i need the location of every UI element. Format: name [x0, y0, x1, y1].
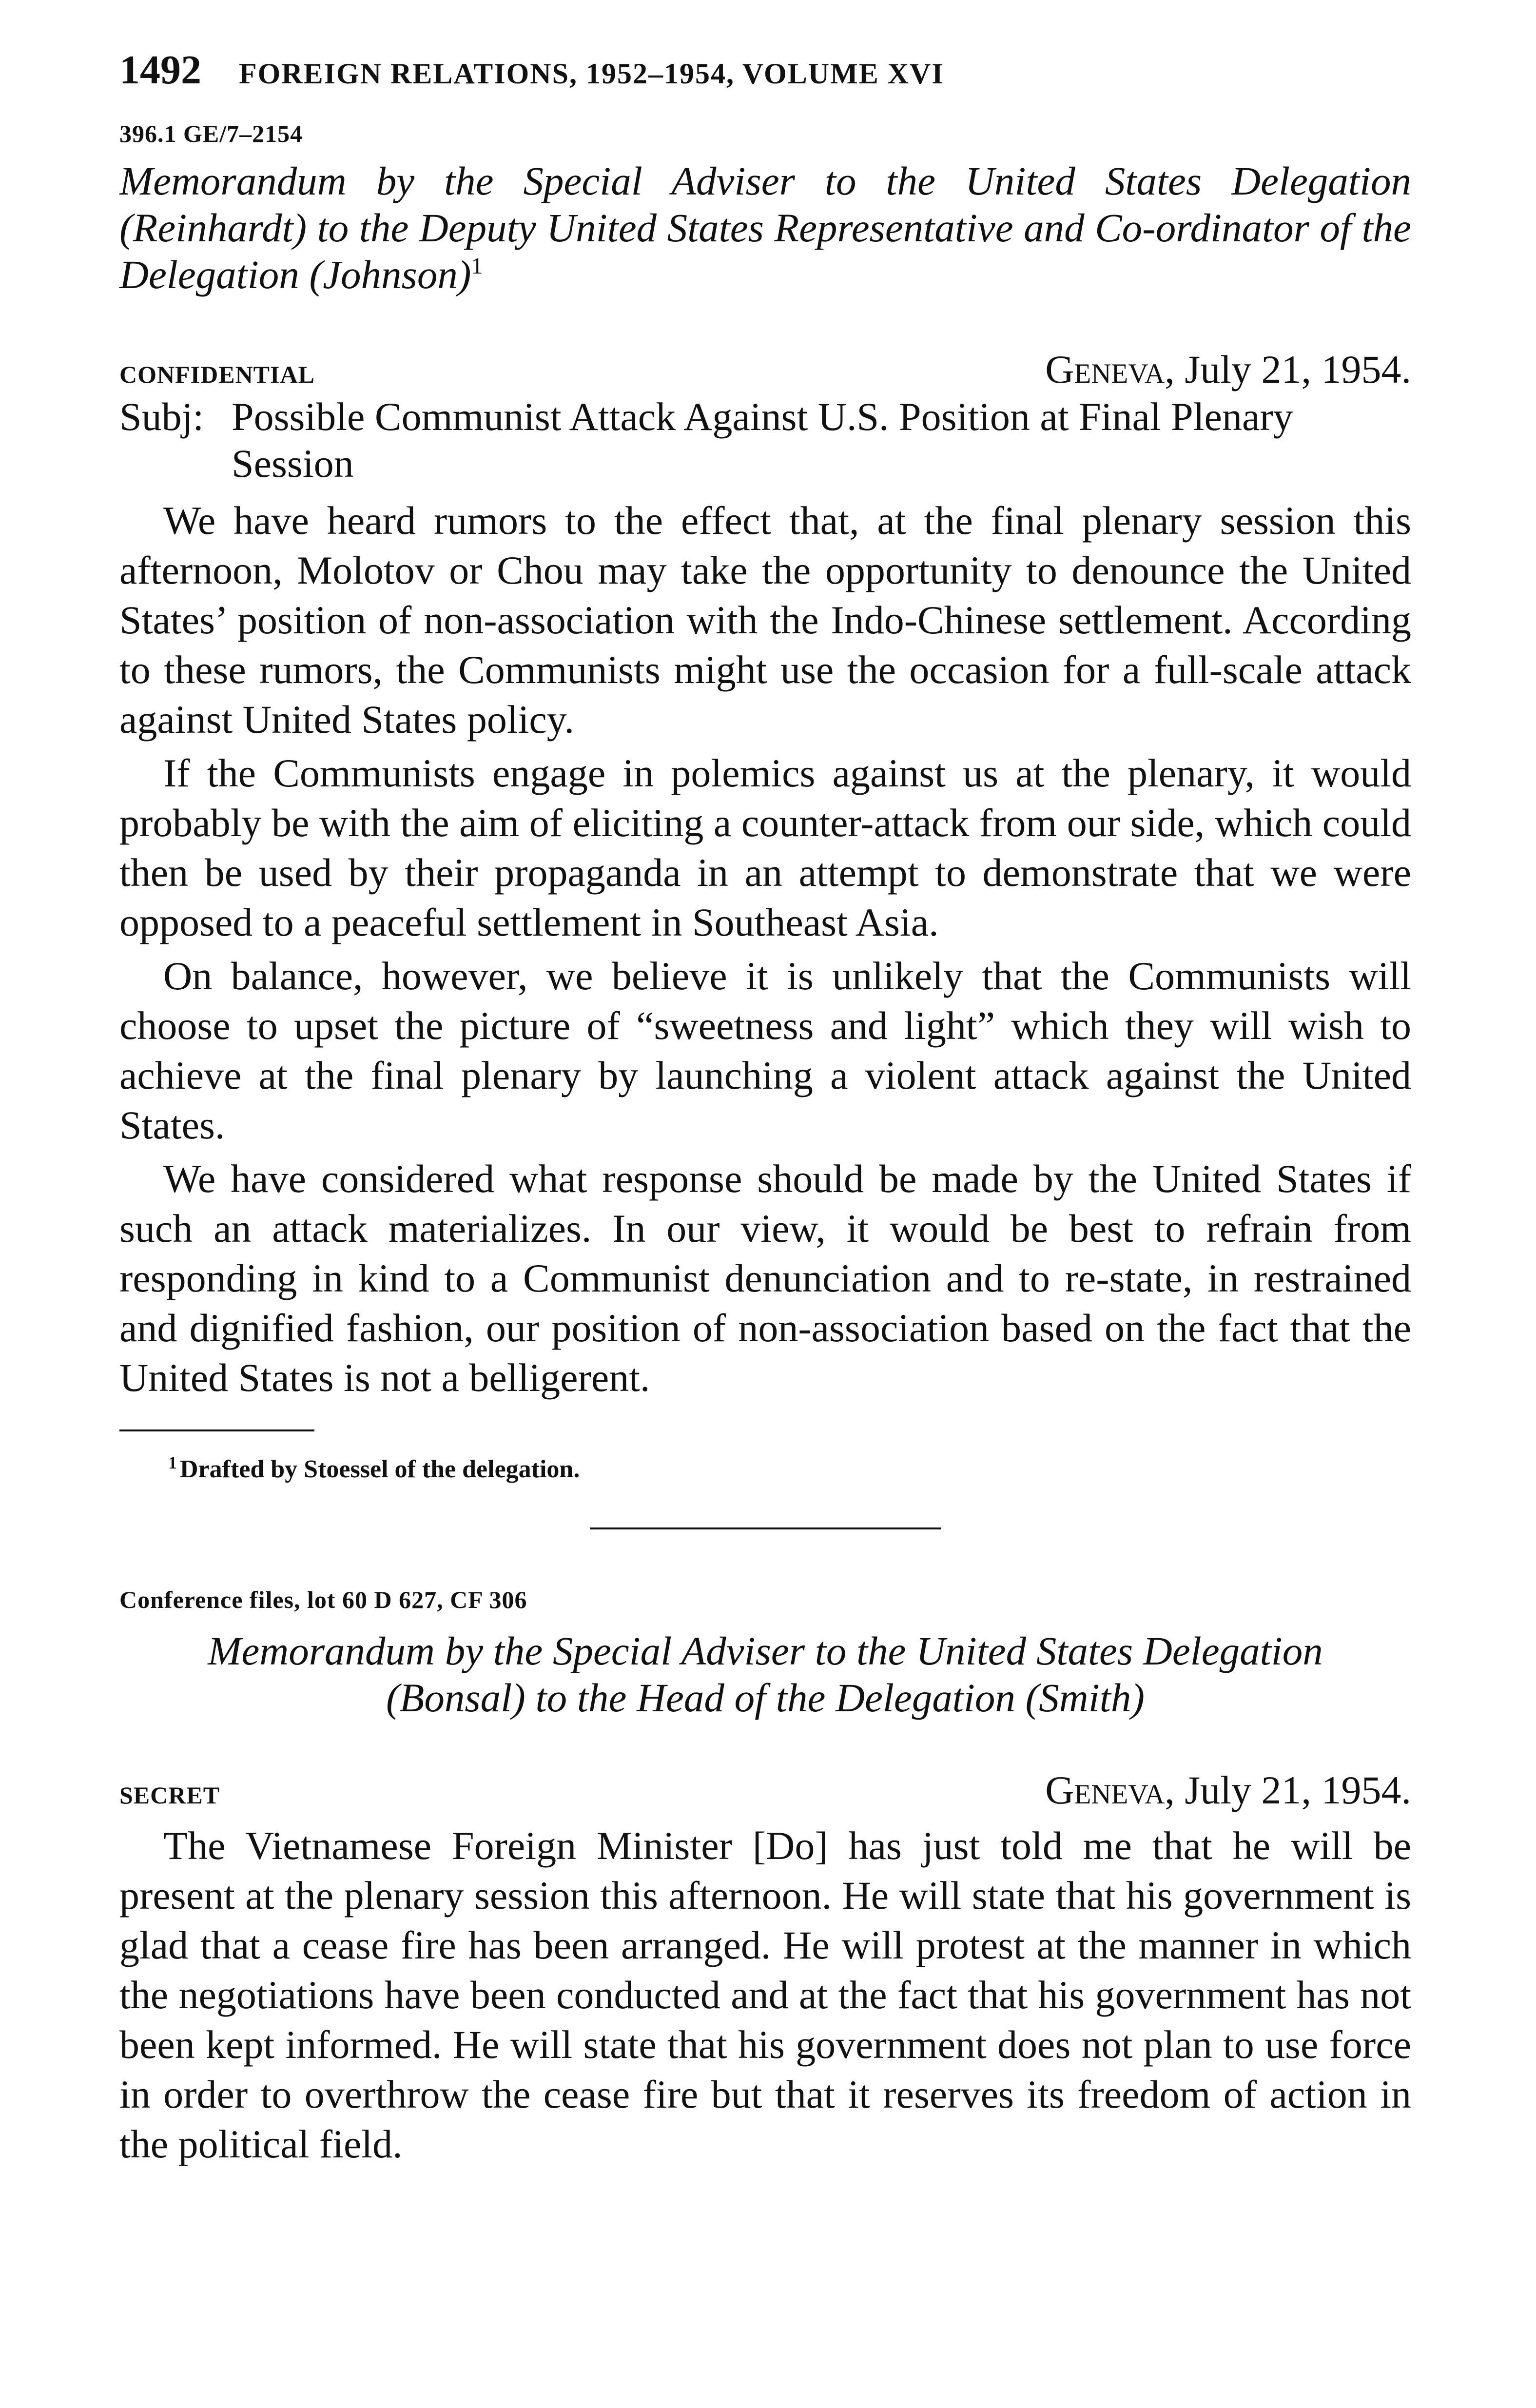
- subject-label: Subj:: [119, 394, 204, 439]
- place: Geneva: [1045, 347, 1165, 392]
- file-reference: 396.1 GE/7–2154: [119, 120, 303, 147]
- running-title: FOREIGN RELATIONS, 1952–1954, VOLUME XVI: [239, 58, 944, 90]
- footnote-text: Drafted by Stoessel of the delegation.: [180, 1455, 580, 1483]
- subject-line: [119, 393, 1411, 487]
- document-page: [119, 46, 1411, 2169]
- document-2: [119, 1586, 1411, 2169]
- document-1: [119, 119, 1411, 1484]
- document-title-text: Memorandum by the Special Adviser to the United States Delegation (Reinhardt) to the Deputy United States Representative and Co-ordinator of the Delegation (Johnson): [119, 158, 1411, 297]
- subject-text: Possible Communist Attack Against U.S. Position at Final Plenary Session: [232, 394, 1293, 486]
- body-paragraph: If the Communists engage in polemics against us at the plenary, it would probably be with the aim of eliciting a counter-attack from our side, which could then be used by their propaganda in an attempt to demonstrate that we were opposed to a peaceful settlement in Southeast Asia.: [119, 751, 1411, 944]
- document-title-line-1: Memorandum by the Special Adviser to the United States Delegation: [208, 1628, 1323, 1673]
- body-paragraph: On balance, however, we believe it is unlikely that the Communists will choose to upset the picture of “sweetness and light” which they will wish to achieve at the final plenary by launching a violent attack against the United States.: [119, 954, 1411, 1147]
- footnote-marker: 1: [168, 1453, 177, 1472]
- document-title-line-2: (Bonsal) to the Head of the Delegation (Smith): [386, 1675, 1145, 1720]
- dateline: [119, 347, 1411, 392]
- date: , July 21, 1954.: [1165, 1768, 1411, 1812]
- place-date: [1045, 1767, 1411, 1813]
- classification-label: SECRET: [119, 1782, 220, 1809]
- footnote-divider: [119, 1429, 314, 1431]
- body-paragraph: We have considered what response should be made by the United States if such an attack materializes. In our view, it would be best to refrain from responding in kind to a Communist denunciation and to re-state, in restrained and dignified fashion, our position of non-association based on the fact that the United States is not a belligerent.: [119, 1156, 1411, 1400]
- page-number: 1492: [119, 47, 201, 93]
- section-divider: [590, 1527, 941, 1529]
- date: , July 21, 1954.: [1165, 347, 1411, 392]
- document-title: [119, 1627, 1411, 1721]
- dateline: [119, 1767, 1411, 1813]
- place: Geneva: [1045, 1768, 1165, 1812]
- document-title: [119, 157, 1411, 298]
- place-date: [1045, 347, 1411, 392]
- footnote-reference: 1: [471, 253, 483, 279]
- classification-label: CONFIDENTIAL: [119, 361, 315, 388]
- body-paragraph: The Vietnamese Foreign Minister [Do] has just told me that he will be present at the plenary session this afternoon. He will state that his government is glad that a cease fire has been arranged. He will protest at the manner in which the negotiations have been conducted and at the fact that his government has not been kept informed. He will state that his government does not plan to use force in order to overthrow the cease fire but that it reserves its freedom of action in the political field.: [119, 1823, 1411, 2166]
- footnote: [119, 1455, 1411, 1484]
- body-paragraph: We have heard rumors to the effect that, at the final plenary session this afternoon, Molotov or Chou may take the opportunity to denounce the United States’ position of non-association with the Indo-Chinese settlement. According to these rumors, the Communists might use the occasion for a full-scale attack against United States policy.: [119, 498, 1411, 742]
- running-header: [119, 46, 1411, 100]
- file-reference: Conference files, lot 60 D 627, CF 306: [119, 1586, 527, 1613]
